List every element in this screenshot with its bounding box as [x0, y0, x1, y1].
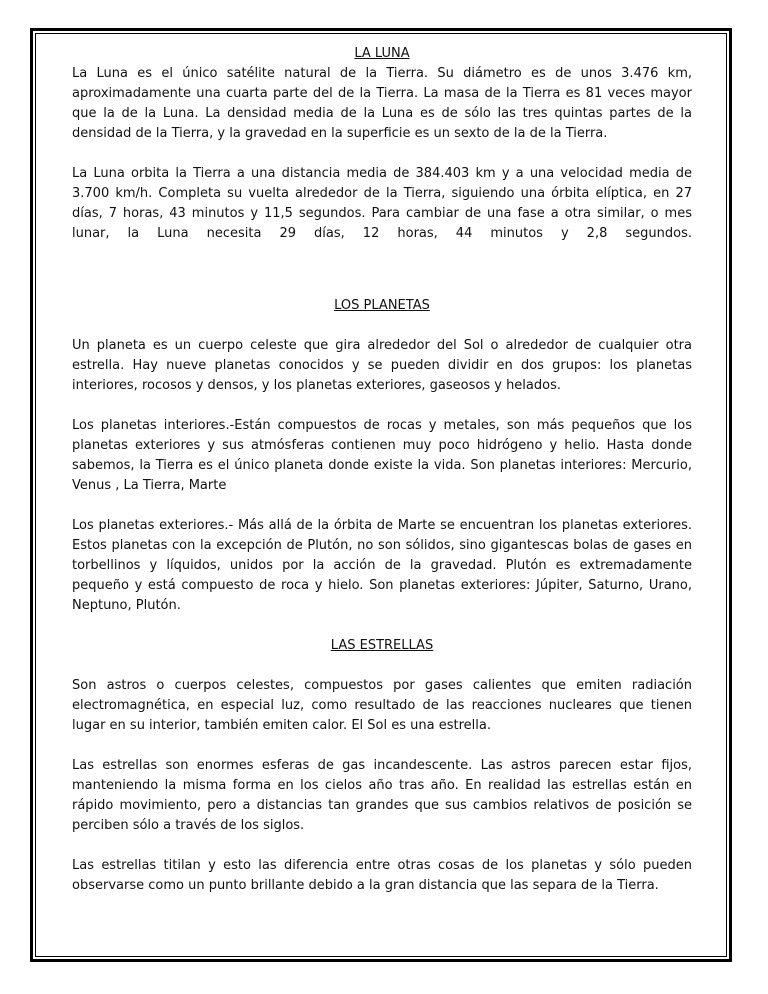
paragraph: La Luna orbita la Tierra a una distancia media de 384.403 km y a una velocidad media de 3.700 km/h. Completa su vuelta alrededor de la Tierra, siguiendo una órbita elíptica, en 27 días, 7 horas, 43 minutos y 11,5 segundos. Para cambiar de una fase a otra similar, o mes lunar, la Luna necesita 29 días, 12 horas, 44 minutos y 2,8 segundos.	[72, 166, 692, 241]
paragraph: Los planetas exteriores.- Más allá de la órbita de Marte se encuentran los planetas exteriores. Estos planetas con la excepción de Plutón, no son sólidos, sino gigantescas bolas de gases en torbellinos y líquidos, unidos por la acción de la gravedad. Plutón es extremadamente pequeño y está compuesto de roca y hielo. Son planetas exteriores: Júpiter, Saturno, Urano, Neptuno, Plutón.	[72, 518, 692, 613]
paragraph: Las estrellas titilan y esto las diferencia entre otras cosas de los planetas y sólo pueden observarse como un punto brillante debido a la gran distancia que las separa de la Tierra.	[72, 858, 692, 893]
section-title-la-luna: LA LUNA	[354, 46, 410, 61]
document-body	[72, 44, 692, 896]
paragraph: Los planetas interiores.-Están compuestos de rocas y metales, son más pequeños que los planetas exteriores y sus atmósferas contienen muy poco hidrógeno y helio. Hasta donde sabemos, la Tierra es el único planeta donde existe la vida. Son planetas interiores: Mercurio, Venus , La Tierra, Marte	[72, 418, 692, 493]
paragraph: Son astros o cuerpos celestes, compuestos por gases calientes que emiten radiación electromagnética, en especial luz, como resultado de las reacciones nucleares que tienen lugar en su interior, también emiten calor. El Sol es una estrella.	[72, 678, 692, 733]
section-title-los-planetas: LOS PLANETAS	[334, 298, 430, 313]
paragraph: Un planeta es un cuerpo celeste que gira alrededor del Sol o alrededor de cualquier otra estrella. Hay nueve planetas conocidos y se pueden dividir en dos grupos: los planetas interiores, rocosos y densos, y los planetas exteriores, gaseosos y helados.	[72, 338, 692, 393]
section-title-las-estrellas: LAS ESTRELLAS	[330, 638, 434, 653]
paragraph: La Luna es el único satélite natural de la Tierra. Su diámetro es de unos 3.476 km, aproximadamente una cuarta parte del de la Tierra. La masa de la Tierra es 81 veces mayor que la de la Luna. La densidad media de la Luna es de sólo las tres quintas partes de la densidad de la Tierra, y la gravedad en la superficie es un sexto de la de la Tierra.	[72, 66, 692, 141]
paragraph: Las estrellas son enormes esferas de gas incandescente. Las astros parecen estar fijos, manteniendo la misma forma en los cielos año tras año. En realidad las estrellas están en rápido movimiento, pero a distancias tan grandes que sus cambios relativos de posición se perciben sólo a través de los siglos.	[72, 758, 692, 833]
